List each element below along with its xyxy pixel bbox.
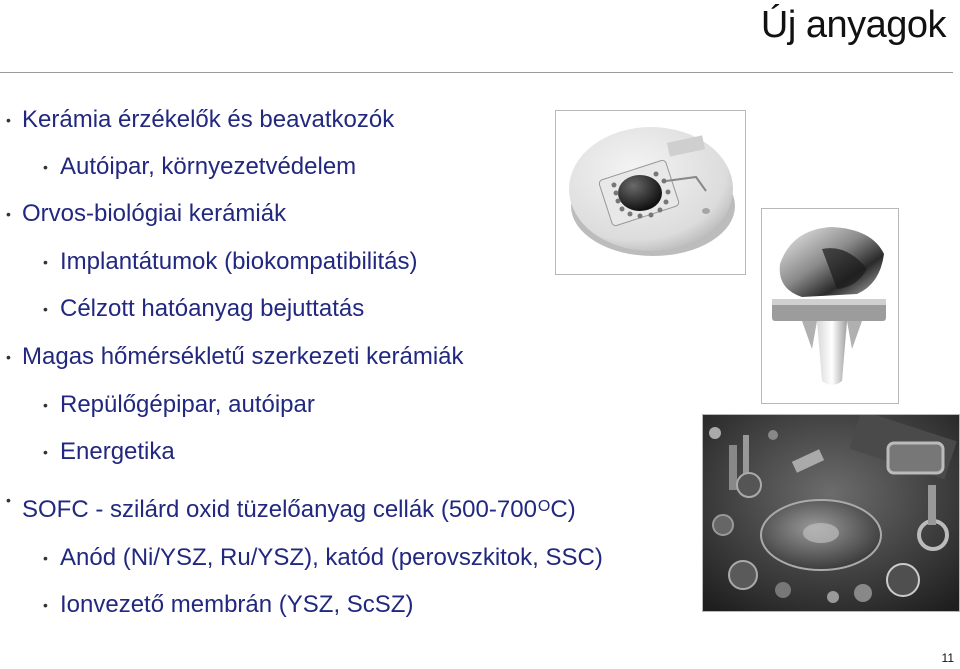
ceramic-parts-image [702, 414, 960, 612]
bullet-item: • Magas hőmérsékletű szerkezeti kerámiák [6, 343, 464, 370]
knee-implant-image [761, 208, 899, 404]
sub-bullet-item: • Energetika [43, 438, 175, 465]
title-divider [0, 72, 953, 73]
sub-bullet-item: • Implantátumok (biokompatibilitás) [43, 248, 418, 275]
bullet-item: • Orvos-biológiai kerámiák [6, 200, 287, 227]
sub-bullet-item: • Ionvezető membrán (YSZ, ScSZ) [43, 591, 414, 618]
slide-title: Új anyagok [760, 4, 946, 46]
bullet-item: • SOFC - szilárd oxid tüzelőanyag cellák $(500-700^OC)$ [6, 492, 576, 523]
bullet-item: • Kerámia érzékelők és beavatkozók [6, 106, 395, 133]
ceramic-sensor-image [555, 110, 746, 275]
page-number: 11 [941, 651, 954, 665]
sub-bullet-item: • Célzott hatóanyag bejuttatás [43, 295, 365, 322]
sub-bullet-item: • Anód (Ni/YSZ, Ru/YSZ), katód (perovszkitok, SSC) [43, 544, 603, 571]
sub-bullet-item: • Repülőgépipar, autóipar [43, 391, 315, 418]
sub-bullet-item: • Autóipar, környezetvédelem [43, 153, 357, 180]
